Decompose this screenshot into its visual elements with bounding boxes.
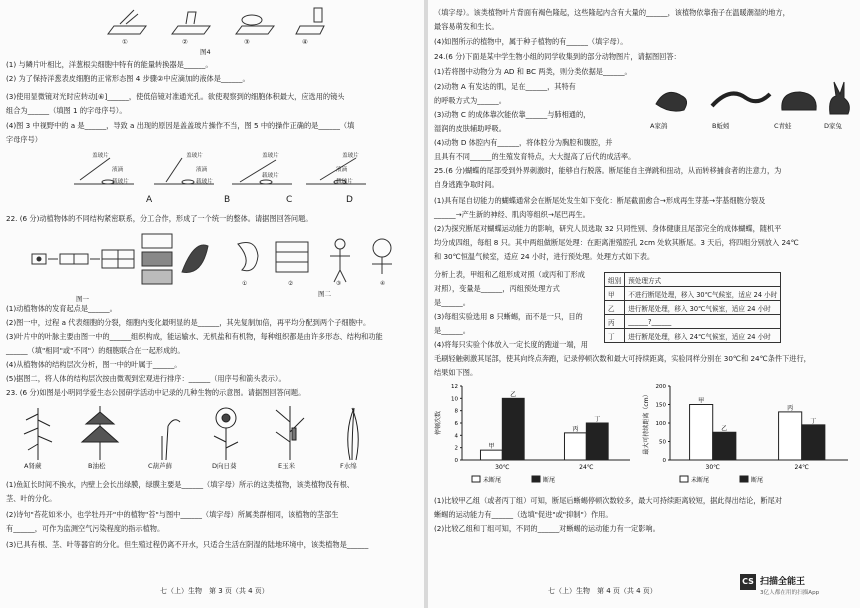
- q23-title: 23. (6 分)如图是小明同学爱生态公园研学活动中记录的几种生物的示意图。请据图回答问题。: [6, 388, 306, 397]
- analysis-line: 毛刷轻触刺激其尾部，使其向终点奔跑，记录停顿次数和最大可持续距离，实验同样分别在 30℃和 24℃条件下进行，: [434, 354, 811, 363]
- animal-label: A家鸽: [650, 122, 668, 130]
- q21-line: (4)图 3 中视野中的 a 是______，导致 a 出现的原因是盖盖玻片操作不当，图 5 中的操作正确的是______（填: [6, 121, 355, 130]
- fig5-label: 盖玻片: [262, 153, 279, 159]
- q24-line: 的呼吸方式为______。: [434, 96, 506, 105]
- bar: [502, 398, 524, 460]
- fig5-label: 液滴: [196, 167, 208, 173]
- q22-title: 22. (6 分)动植物体的不同结构紧密联系，分工合作，形成了一个统一的整体。请据图回答问题。: [6, 214, 313, 223]
- left-page: [0, 0, 424, 608]
- q23-continued: （填字母）。该类植物叶片背面有褐色隆起，这些隆起内含有大量的______，该植物依靠孢子在温暖潮湿的地方，: [434, 8, 790, 17]
- table-row: [605, 301, 781, 315]
- q22-line: ______（填"相同"或"不同"）的细胞联合在一起形成的。: [6, 346, 185, 355]
- bar: [586, 423, 608, 460]
- q24-line: (2)动物 A 有发达的肌，足在______，其特有: [434, 82, 576, 91]
- left-footer: 七（上）生物 第 3 页（共 4 页）: [160, 587, 269, 595]
- q22-line: (2)图一中，过程 a 代表细胞的分裂，细胞内变化最明显的是______，其先复制加倍，再平均分配到两个子细胞中。: [6, 318, 371, 327]
- table-cell: 甲: [605, 287, 625, 301]
- table-cell: ______?______: [625, 315, 781, 329]
- animal-label: D家兔: [824, 122, 843, 130]
- table-cell: 丁: [605, 329, 625, 343]
- category-label: 30℃: [705, 464, 720, 471]
- q23-line: (4)如图所示的植物中，属于种子植物的有______（填字母）。: [434, 37, 628, 46]
- fig5-letter: B: [224, 195, 231, 205]
- bar-label: 甲: [698, 397, 705, 405]
- q22-line: (3)叶片中的叶脉主要由图一中的______组织构成，能运输水、无机盐和有机物，每种组织都是由许多形态、结构和功能: [6, 332, 383, 341]
- animals-figure: [650, 80, 854, 120]
- legend-swatch: [472, 476, 480, 482]
- fig5-letter: A: [146, 195, 153, 205]
- legend-label: 断尾: [751, 477, 764, 484]
- q23-line: (1)鱼缸长时间不换水，内壁上会长出绿膜，绿膜主要是______（填字母）所示的这类植物，该类植物没有根、: [6, 480, 354, 489]
- q25-line: (1)具有尾自切能力的蝴蝶通常会在断尾处发生如下变化：断尾截面愈合→形成再生芽基→芽基细胞分裂及: [434, 196, 766, 205]
- analysis-line: (3)每组实验选用 8 只蜥蜴，而不是一只，目的: [434, 312, 583, 321]
- q23-line: 有______，可作为监测空气污染程度的指示植物。: [6, 524, 165, 533]
- fig5-label: 盖玻片: [186, 153, 203, 159]
- treatment-table: [604, 272, 781, 343]
- y-tick-label: 200: [655, 384, 666, 390]
- bar-label: 丙: [787, 404, 794, 412]
- y-tick-label: 8: [454, 408, 458, 415]
- figure-1-cells: [30, 232, 212, 296]
- fig4-caption: 图4: [200, 48, 211, 56]
- q21-line: (1) 与鳞片叶相比，洋葱根尖细胞中特有的能量转换器是______。: [6, 60, 213, 69]
- legend-label: 未断尾: [691, 477, 710, 484]
- y-axis-label: 最大可持续距离（cm）: [643, 391, 650, 455]
- bar-label: 甲: [488, 443, 495, 451]
- fig5-letter: C: [286, 195, 293, 205]
- animal-label: C青蛙: [774, 122, 792, 130]
- fig5-label: 载玻片: [336, 179, 353, 185]
- q22-line: (4)从植物体的结构层次分析，图一中的叶属于______。: [6, 360, 182, 369]
- max-distance-chart: [642, 380, 856, 490]
- q24-line: (4)动物 D 体腔内有______，将体腔分为胸腔和腹腔，并: [434, 138, 613, 147]
- fig5-label: 液滴: [336, 167, 348, 173]
- plant-label: F水绵: [340, 462, 357, 470]
- table-cell: 乙: [605, 301, 625, 315]
- analysis-line: 是______。: [434, 298, 470, 307]
- q25-line: 均分成四组，每组 8 只。其中两组做断尾处理：在距离泄殖腔孔 2cm 处软其断尾。3 天后，将四组分别放入 24℃: [434, 238, 799, 247]
- pause-count-chart: [434, 380, 638, 490]
- bar-label: 丁: [594, 416, 601, 423]
- q24-line: 且具有不同______的生殖发育特点，大大提高了后代的成活率。: [434, 152, 636, 161]
- bar-label: 丁: [810, 417, 817, 425]
- conclusion-line: (1)比较甲乙组（或者丙丁组）可知，断尾后蜥蜴停顿次数较多，最大可持续距离较短，据此得出结论，断尾对: [434, 496, 782, 505]
- q21-line: (2) 为了保持洋葱表皮细胞的正常形态图 4 步骤②中应滴加的液体是______。: [6, 74, 250, 83]
- bar: [564, 433, 586, 460]
- q23-line: (2)诗句"苔花如米小，也学牡丹开"中的植物"苔"与图中______（填字母）所属类群相同，该植物的茎部生: [6, 510, 339, 519]
- y-tick-label: 12: [451, 384, 458, 390]
- q22-line: (5)据图二，将人体的结构层次按由微观到宏观进行排序：______（用序号和箭头表示）。: [6, 374, 286, 383]
- plants-figure: [14, 402, 394, 462]
- plant-label: A肾蕨: [24, 462, 42, 470]
- fig2-label: ①: [242, 281, 248, 287]
- fig2-caption: 图二: [318, 290, 331, 298]
- analysis-line: 是______。: [434, 326, 470, 335]
- bar-label: 丙: [572, 425, 579, 433]
- q21-line: (3)使用显微镜对光时应转动[⑥]______，使低倍镜对准通光孔。欲使观察到的细胞体积最大，应选用的镜头: [6, 92, 345, 101]
- q25-line: 自身逃跑争取时间。: [434, 180, 499, 189]
- y-tick-label: 6: [454, 421, 458, 427]
- q24-line: 湿润的皮肤辅助呼吸。: [434, 124, 506, 133]
- q24-title: 24.(6 分)下面是某中学生物小组的同学收集到的部分动物图片，请据图回答：: [434, 52, 681, 61]
- table-cell: 进行断尾处理，移入 24℃气候室，适应 24 小时: [625, 329, 781, 343]
- plant-label: E玉米: [278, 462, 296, 470]
- analysis-line: 结果如下图。: [434, 368, 478, 377]
- fig2-label: ②: [288, 281, 294, 287]
- fig5-label: 盖玻片: [92, 153, 109, 159]
- fig5-label: 载玻片: [112, 179, 129, 185]
- y-tick-label: 10: [451, 396, 458, 403]
- figure-4-steps: [100, 6, 330, 48]
- legend-swatch: [740, 476, 748, 482]
- bar-label: 乙: [510, 391, 517, 399]
- fig5-letter: D: [346, 195, 353, 205]
- plant-label: D向日葵: [212, 462, 237, 470]
- table-cell: 进行断尾处理，移入 30℃气候室，适应 24 小时: [625, 301, 781, 315]
- table-row: [605, 329, 781, 343]
- q23-line: 茎、叶的分化。: [6, 494, 57, 503]
- table-cell: 丙: [605, 315, 625, 329]
- legend-label: 未断尾: [483, 477, 502, 484]
- fig5-label: 液滴: [112, 167, 124, 173]
- animal-label: B蚯蚓: [712, 122, 730, 130]
- conclusion-line: 蜥蜴的运动能力有______（选填"促进"或"抑制"）作用。: [434, 510, 613, 519]
- plant-label: B油松: [88, 462, 106, 470]
- bar: [713, 432, 736, 460]
- q24-line: (1)若将图中动物分为 AD 和 BC 两类，则分类依据是______。: [434, 67, 632, 76]
- y-tick-label: 0: [662, 458, 666, 464]
- bar: [480, 450, 502, 460]
- table-header-cell: 预处理方式: [625, 273, 781, 287]
- y-axis-label: 停顿次数: [435, 410, 442, 436]
- legend-swatch: [532, 476, 540, 482]
- analysis-line: 对照），变量是______，丙组预处理方式: [434, 284, 560, 293]
- bar: [802, 425, 825, 460]
- category-label: 30℃: [495, 464, 510, 471]
- y-tick-label: 150: [655, 402, 666, 409]
- y-tick-label: 50: [659, 439, 666, 446]
- q23-continued: 最容易萌发和生长。: [434, 22, 499, 31]
- conclusion-line: (2)比较乙组和丁组可知，不同的______对蜥蜴的运动能力有一定影响。: [434, 524, 660, 533]
- fig5-label: 载玻片: [262, 173, 279, 179]
- y-tick-label: 100: [655, 421, 666, 427]
- fig2-label: ③: [336, 281, 342, 287]
- fig5-label: 载玻片: [196, 179, 213, 185]
- q23-line: (3)已具有根、茎、叶等器官的分化。但生殖过程仍离不开水，只适合生活在阴湿的陆地环境中，该类植物是______: [6, 540, 369, 549]
- scanner-logo-icon: CS: [740, 574, 756, 590]
- right-footer: 七（上）生物 第 4 页（共 4 页）: [548, 587, 657, 595]
- legend-label: 断尾: [543, 477, 556, 484]
- fig1-caption: 图一: [76, 295, 89, 303]
- y-tick-label: 2: [454, 445, 458, 452]
- table-row: [605, 287, 781, 301]
- q25-line: (2)为探究断尾对蝴蝶运动能力的影响，研究人员选取 32 只同性别、身体健康且尾部完全的成体蝴蝶，随机平: [434, 224, 782, 233]
- category-label: 24℃: [794, 464, 809, 471]
- analysis-line: (4)将每只实验个体放入一定长度的跑道一端，用: [434, 340, 588, 349]
- q25-title: 25.(6 分)蝴蝶的尾部受到外界刺激时，能够自行脱落。断尾能自主弹跳和扭动，从而转移捕食者的注意力，为: [434, 166, 782, 175]
- q21-line: 字母序号）: [6, 135, 42, 144]
- bar-label: 乙: [721, 425, 728, 433]
- right-page: [428, 0, 860, 608]
- y-tick-label: 4: [454, 433, 458, 440]
- watermark-sub: 3亿人都在用的扫描App: [760, 590, 820, 596]
- table-header-cell: 组别: [605, 273, 625, 287]
- q25-line: 和 30℃恒温气候室，适应 24 小时，进行预处理。处理方式如下表。: [434, 252, 655, 261]
- q25-line: ______→产生新的神经、肌肉等组织→尾巴再生。: [434, 210, 590, 219]
- category-label: 24℃: [579, 464, 594, 471]
- fig2-label: ④: [380, 281, 386, 287]
- fig4-label: ②: [182, 38, 188, 46]
- table-row: [605, 315, 781, 329]
- plant-label: C葫芦藓: [148, 462, 173, 470]
- q21-line: 组合为______（填图 1 的字母序号）。: [6, 106, 127, 115]
- q22-line: (1)动植物体的发育起点是______。: [6, 304, 117, 313]
- table-header-row: [605, 273, 781, 287]
- fig4-label: ④: [302, 38, 308, 46]
- fig5-label: 盖玻片: [342, 153, 359, 159]
- analysis-line: 分析上表，甲组和乙组形成对照（或丙和丁形成: [434, 270, 585, 279]
- bar: [690, 405, 713, 461]
- table-cell: 不进行断尾处理，移入 30℃气候室，适应 24 小时: [625, 287, 781, 301]
- watermark-name: 扫描全能王: [760, 577, 806, 587]
- fig4-label: ①: [122, 38, 128, 46]
- q24-line: (3)动物 C 的成体靠次能依靠______与肺相通的，: [434, 110, 591, 119]
- bar: [779, 412, 802, 460]
- fig4-label: ③: [244, 38, 250, 46]
- y-tick-label: 0: [454, 458, 458, 464]
- legend-swatch: [680, 476, 688, 482]
